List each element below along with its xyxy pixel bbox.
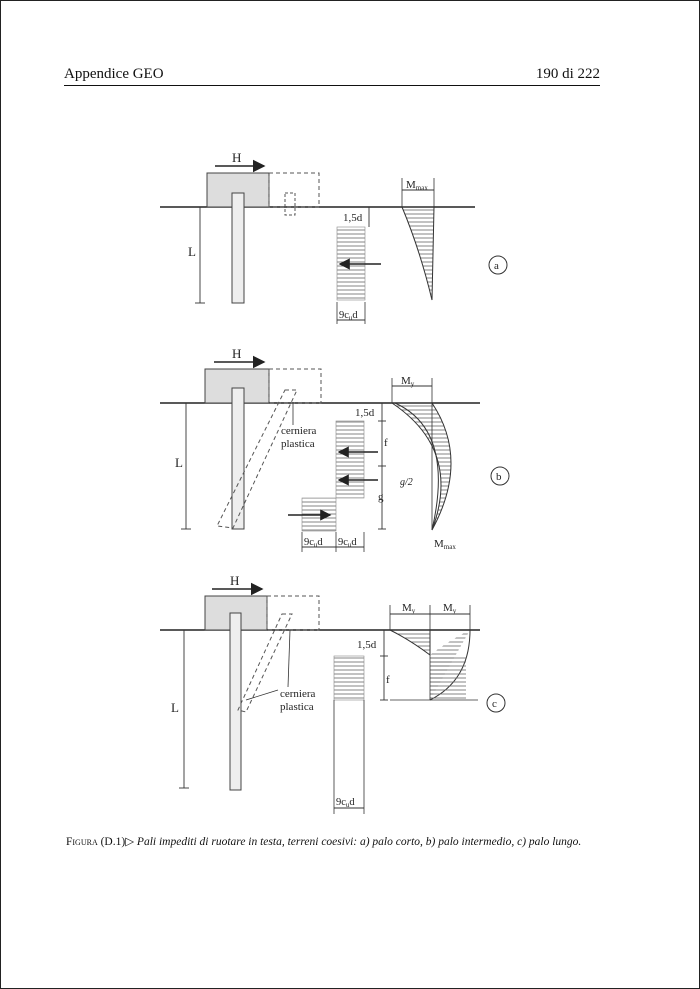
f-label: f	[386, 674, 390, 686]
force-h-label: H	[232, 150, 242, 165]
depth-label: 1,5d	[343, 212, 363, 224]
g-half-label: g/2	[400, 477, 413, 488]
panel-c	[160, 573, 505, 814]
length-l-label: L	[171, 700, 179, 715]
hinge-label: cerniera	[280, 688, 316, 700]
hinge-label: cerniera	[281, 425, 317, 437]
width-label: 9cud	[336, 797, 355, 809]
panel-a	[160, 150, 507, 324]
depth-label: 1,5d	[355, 407, 375, 419]
figure-caption	[66, 834, 606, 850]
moment-top-label: My	[401, 375, 415, 388]
hinge-label-2: plastica	[281, 438, 315, 450]
panel-a-marker: a	[494, 260, 499, 272]
caption-text: Pali impediti di ruotare in testa, terreni coesivi: a) palo corto, b) palo intermedio, c) palo lungo.	[134, 836, 582, 848]
force-h-label: H	[232, 346, 242, 361]
width-label: 9cud	[339, 310, 358, 322]
running-header-title: Appendice GEO	[64, 66, 164, 82]
caption-label: Figura (D.1)▷	[66, 836, 135, 848]
width-left-label: 9cud	[304, 537, 323, 549]
depth-label: 1,5d	[357, 639, 377, 651]
hinge-label-2: plastica	[280, 701, 314, 713]
width-right-label: 9cud	[338, 537, 357, 549]
g-label: g	[378, 491, 384, 503]
page-number: 190 di 222	[535, 66, 600, 82]
length-l-label: L	[188, 244, 196, 259]
panel-b	[160, 346, 509, 552]
panel-c-marker: c	[492, 698, 497, 710]
force-h-label: H	[230, 573, 240, 588]
moment-right-label: My	[443, 602, 457, 615]
moment-label: Mmax	[406, 179, 428, 192]
moment-left-label: My	[402, 602, 416, 615]
f-label: f	[384, 437, 388, 449]
moment-bottom-label: Mmax	[434, 538, 456, 551]
length-l-label: L	[175, 455, 183, 470]
panel-b-marker: b	[496, 471, 502, 483]
